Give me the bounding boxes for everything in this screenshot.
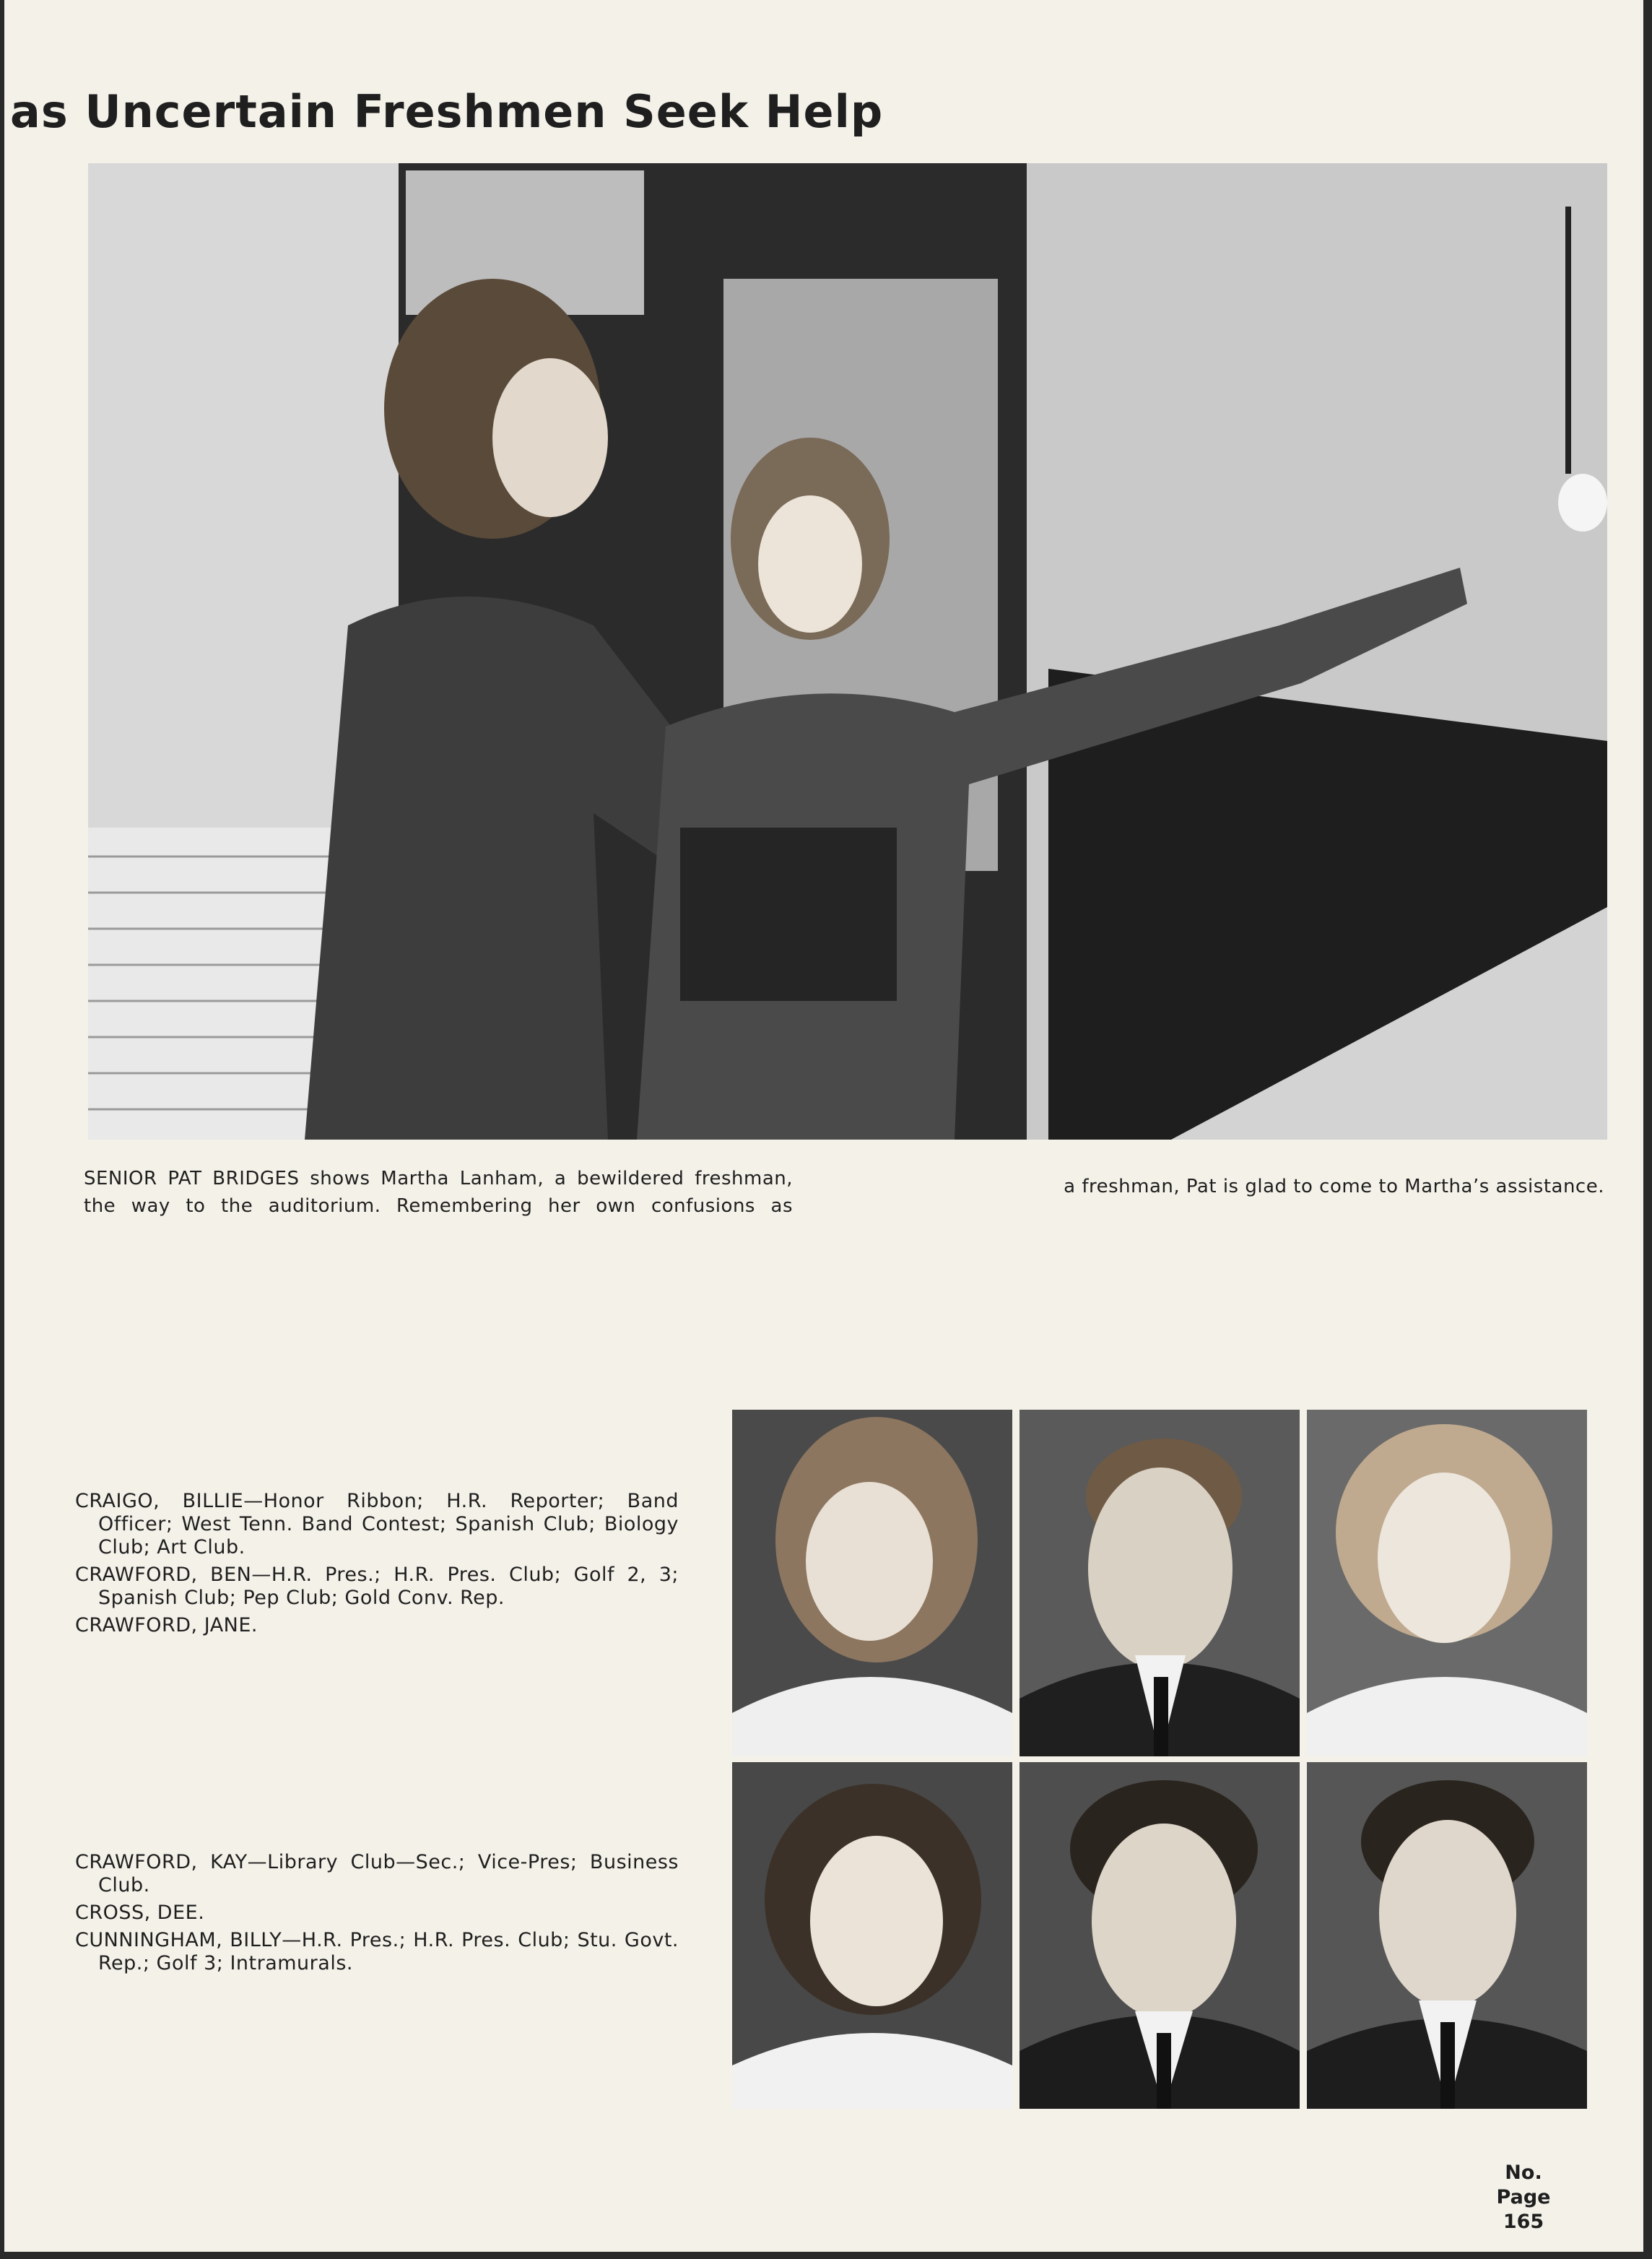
portrait-ben-crawford	[1020, 1410, 1300, 1756]
page-headline: as Uncertain Freshmen Seek Help	[10, 85, 884, 138]
bio-entry: CROSS, DEE.	[75, 1902, 205, 1924]
bio-entry: CRAWFORD, JANE.	[75, 1614, 258, 1636]
page-number-line: No.	[1505, 2162, 1542, 2184]
photo-caption-left: SENIOR PAT BRIDGES shows Martha Lanham, a bewildered freshman, the way to the auditorium. Remembering her own confusions as	[84, 1168, 793, 1217]
portrait-billie-craigo	[732, 1410, 1012, 1756]
page-edge-left	[0, 0, 4, 2259]
page-number-value: 165	[1503, 2211, 1544, 2233]
page-number	[1487, 2161, 1560, 2234]
page-edge-right	[1643, 0, 1652, 2259]
portrait-jane-crawford	[1307, 1410, 1587, 1756]
bio-entry: CRAIGO, BILLIE—Honor Ribbon; H.R. Reporter; Band Officer; West Tenn. Band Contest; Spanish Club; Biology Club; Art Club.	[75, 1490, 679, 1558]
hallway-photo	[88, 163, 1607, 1140]
bio-entry: CRAWFORD, BEN—H.R. Pres.; H.R. Pres. Club; Golf 2, 3; Spanish Club; Pep Club; Gold Conv. Rep.	[75, 1564, 679, 1609]
portrait-kay-crawford	[732, 1762, 1012, 2109]
page-edge-bottom	[0, 2252, 1652, 2259]
page-number-line: Page	[1496, 2186, 1551, 2208]
bio-entry: CRAWFORD, KAY—Library Club—Sec.; Vice-Pres; Business Club.	[75, 1851, 679, 1896]
photo-caption-right: a freshman, Pat is glad to come to Martha’s assistance.	[1064, 1176, 1604, 1197]
portrait-dee-cross	[1020, 1762, 1300, 2109]
bio-entry: CUNNINGHAM, BILLY—H.R. Pres.; H.R. Pres. Club; Stu. Govt. Rep.; Golf 3; Intramurals.	[75, 1929, 679, 1974]
bio-list-bottom	[75, 1851, 679, 1980]
bio-list-top	[75, 1490, 679, 1642]
portrait-billy-cunningham	[1307, 1762, 1587, 2109]
